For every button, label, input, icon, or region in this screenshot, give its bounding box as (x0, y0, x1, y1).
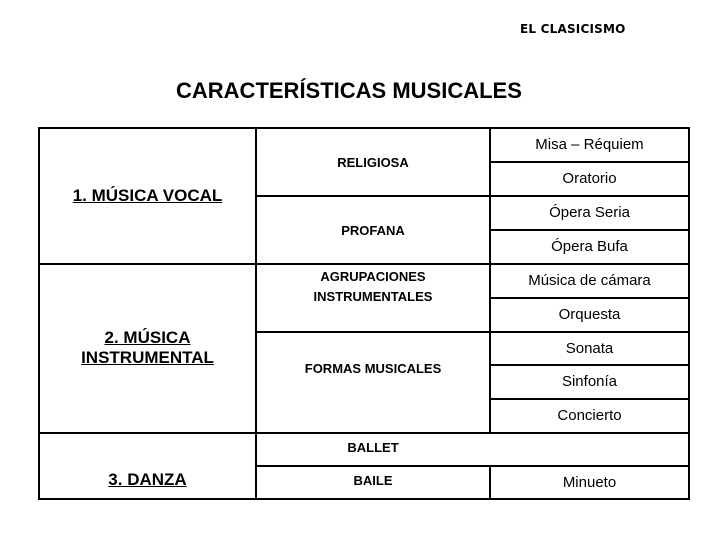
item-oratorio (491, 163, 688, 195)
characteristics-table (38, 127, 690, 500)
sub-agrupaciones-line2: INSTRUMENTALES (313, 289, 433, 304)
item-opera-seria (491, 197, 688, 229)
item-concierto (491, 400, 688, 432)
sub-formas-label: FORMAS MUSICALES (304, 361, 442, 376)
item-sinfonia-label: Sinfonía (561, 373, 618, 390)
sub-baile-label: BAILE (353, 473, 393, 488)
item-misa-label: Misa – Réquiem (535, 136, 644, 153)
category-vocal (40, 129, 255, 263)
item-opera-seria-label: Ópera Seria (549, 204, 630, 221)
item-sonata (491, 333, 688, 364)
item-concierto-label: Concierto (557, 407, 622, 424)
sub-profana-label: PROFANA (341, 223, 405, 238)
category-instrumental (40, 265, 255, 432)
category-instrumental-line2: INSTRUMENTAL (81, 348, 214, 367)
item-sonata-label: Sonata (565, 339, 614, 357)
sub-agrupaciones (257, 265, 489, 331)
sub-profana (257, 197, 489, 263)
sub-religiosa (257, 129, 489, 195)
item-minueto-label: Minueto (562, 473, 617, 491)
item-minueto (491, 467, 688, 498)
item-camara (491, 265, 688, 297)
sub-religiosa-label: RELIGIOSA (337, 155, 409, 170)
category-danza (40, 434, 255, 498)
category-danza-label: 3. DANZA (108, 470, 187, 489)
page-title: CARACTERÍSTICAS MUSICALES (176, 78, 522, 103)
item-sinfonia (491, 366, 688, 398)
sub-baile (257, 467, 489, 498)
item-oratorio-label: Oratorio (562, 170, 617, 187)
sub-ballet-label: BALLET (347, 440, 399, 455)
sub-ballet (257, 434, 688, 465)
item-orquesta-label: Orquesta (558, 306, 621, 323)
item-opera-bufa-label: Ópera Bufa (551, 238, 628, 255)
sub-agrupaciones-line1: AGRUPACIONES (320, 269, 426, 284)
category-vocal-label: 1. MÚSICA VOCAL (72, 186, 223, 205)
item-camara-label: Música de cámara (528, 272, 651, 289)
item-opera-bufa (491, 231, 688, 263)
item-orquesta (491, 299, 688, 331)
sub-formas (257, 333, 489, 432)
section-tag: EL CLASICISMO (520, 22, 626, 36)
item-misa (491, 129, 688, 161)
category-instrumental-line1: 2. MÚSICA (104, 328, 191, 347)
